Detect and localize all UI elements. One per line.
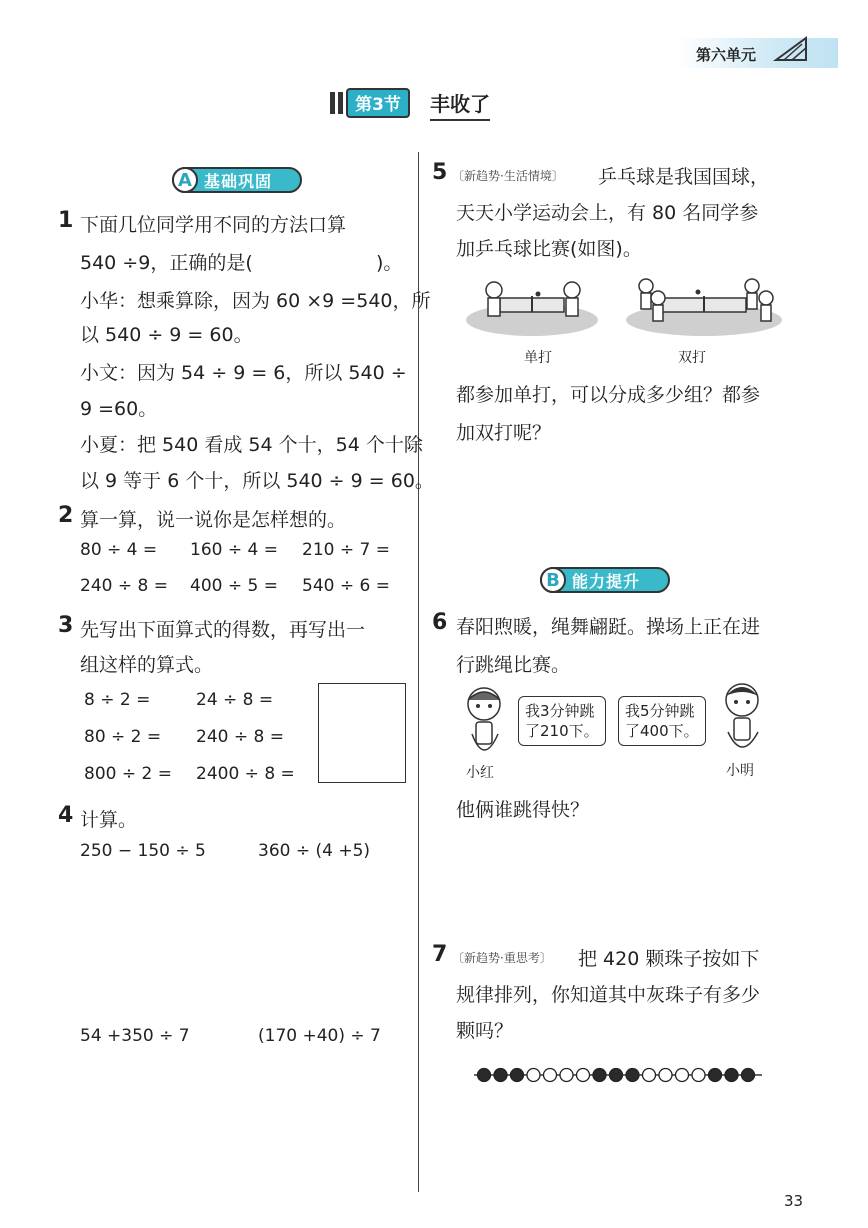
unit-label: 第六单元 xyxy=(696,46,757,64)
q4-expr: (170 +40) ÷ 7 xyxy=(258,1026,381,1046)
q7-line3: 颗吗？ xyxy=(456,1020,514,1042)
section-decoration-icon xyxy=(328,86,348,120)
q2-expr: 400 ÷ 5 = xyxy=(190,576,278,596)
q1-line5: 小文：因为 54 ÷ 9 = 6，所以 540 ÷ xyxy=(80,362,407,384)
page-number: 33 xyxy=(784,1192,804,1210)
speech-bubble-xiaohong xyxy=(518,696,606,746)
q4-expr: 360 ÷ (4 +5) xyxy=(258,841,371,861)
part-b-letter: B xyxy=(540,567,566,593)
q7-tag: 〔新趋势·重思考〕 xyxy=(452,951,552,965)
part-b-heading xyxy=(540,567,670,593)
black-bead xyxy=(511,1069,524,1082)
q5-tag: 〔新趋势·生活情境〕 xyxy=(452,169,564,183)
q5-line5: 加双打呢？ xyxy=(456,422,552,444)
q3-line2: 组这样的算式。 xyxy=(80,654,214,676)
part-a-label: 基础巩固 xyxy=(204,171,273,191)
q3-expr: 8 ÷ 2 = xyxy=(84,690,151,710)
black-bead xyxy=(593,1069,606,1082)
q5-line2: 天天小学运动会上，有 80 名同学参 xyxy=(456,202,759,224)
q6-number: 6 xyxy=(432,610,448,635)
boy-jump-rope-icon xyxy=(712,680,772,760)
q6-line1: 春阳煦暖，绳舞翩跹。操场上正在进 xyxy=(456,616,761,638)
speech-bubble-xiaoming xyxy=(618,696,706,746)
part-a-heading xyxy=(172,167,302,193)
q3-expr: 24 ÷ 8 = xyxy=(196,690,274,710)
q3-expr: 80 ÷ 2 = xyxy=(84,727,162,747)
white-bead xyxy=(544,1069,557,1082)
q5-line4: 都参加单打，可以分成多少组？都参 xyxy=(456,384,761,406)
q2-expr: 210 ÷ 7 = xyxy=(302,540,390,560)
q4-expr: 54 +350 ÷ 7 xyxy=(80,1026,190,1046)
q1-line6: 9 =60。 xyxy=(80,398,158,420)
q2-expr: 240 ÷ 8 = xyxy=(80,576,168,596)
q1-number: 1 xyxy=(58,208,74,233)
q2-expr: 540 ÷ 6 = xyxy=(302,576,390,596)
q2-number: 2 xyxy=(58,503,74,528)
white-bead xyxy=(527,1069,540,1082)
white-bead xyxy=(692,1069,705,1082)
black-bead xyxy=(494,1069,507,1082)
q7-number: 7 xyxy=(432,942,448,967)
q3-number: 3 xyxy=(58,613,74,638)
q2-expr: 160 ÷ 4 = xyxy=(190,540,278,560)
q1-line2: 540 ÷9，正确的是( xyxy=(80,252,253,274)
q5-number: 5 xyxy=(432,160,448,185)
section-title: 丰收了 xyxy=(430,88,490,121)
q2-expr: 80 ÷ 4 = xyxy=(80,540,158,560)
q3-line1: 先写出下面算式的得数，再写出一 xyxy=(80,619,366,641)
table-tennis-illustration xyxy=(466,276,786,346)
caption-doubles: 双打 xyxy=(678,350,706,366)
bubble-line: 了210下。 xyxy=(525,722,599,740)
bubble-line: 我5分钟跳 xyxy=(625,702,695,720)
part-a-letter: A xyxy=(172,167,198,193)
q5-line1: 乒乓球是我国国球， xyxy=(598,166,770,188)
bead-pattern xyxy=(470,1060,770,1090)
q5-line3: 加乒乓球比赛(如图)。 xyxy=(456,238,642,260)
q7-line2: 规律排列，你知道其中灰珠子有多少 xyxy=(456,984,761,1006)
black-bead xyxy=(626,1069,639,1082)
black-bead xyxy=(742,1069,755,1082)
q1-line1: 下面几位同学用不同的方法口算 xyxy=(80,214,347,236)
answer-box[interactable] xyxy=(318,683,406,783)
black-bead xyxy=(478,1069,491,1082)
ruler-triangle-icon xyxy=(772,34,812,62)
q1-line2-end: )。 xyxy=(376,252,403,274)
q4-text: 计算。 xyxy=(80,809,138,831)
q4-number: 4 xyxy=(58,803,74,828)
black-bead xyxy=(709,1069,722,1082)
q1-line7: 小夏：把 540 看成 54 个十，54 个十除 xyxy=(80,434,423,456)
white-bead xyxy=(676,1069,689,1082)
q1-line8: 以 9 等于 6 个十，所以 540 ÷ 9 = 60。 xyxy=(80,470,434,492)
part-b-label: 能力提升 xyxy=(572,571,641,591)
section-badge: 第3节 xyxy=(346,88,410,118)
q1-line3: 小华：想乘算除，因为 60 ×9 =540，所 xyxy=(80,290,431,312)
black-bead xyxy=(725,1069,738,1082)
white-bead xyxy=(560,1069,573,1082)
girl-jump-rope-icon xyxy=(456,684,516,764)
name-xiaohong: 小红 xyxy=(466,765,494,781)
q2-text: 算一算，说一说你是怎样想的。 xyxy=(80,509,347,531)
white-bead xyxy=(659,1069,672,1082)
q4-expr: 250 − 150 ÷ 5 xyxy=(80,841,206,861)
q3-expr: 2400 ÷ 8 = xyxy=(196,764,295,784)
bubble-line: 了400下。 xyxy=(625,722,699,740)
caption-singles: 单打 xyxy=(524,350,552,366)
q3-expr: 240 ÷ 8 = xyxy=(196,727,284,747)
black-bead xyxy=(610,1069,623,1082)
q3-expr: 800 ÷ 2 = xyxy=(84,764,172,784)
bubble-line: 我3分钟跳 xyxy=(525,702,595,720)
q7-line1: 把 420 颗珠子按如下 xyxy=(578,948,760,970)
q6-question: 他俩谁跳得快？ xyxy=(456,799,590,821)
name-xiaoming: 小明 xyxy=(726,763,754,779)
white-bead xyxy=(577,1069,590,1082)
white-bead xyxy=(643,1069,656,1082)
q6-line2: 行跳绳比赛。 xyxy=(456,654,571,676)
q1-line4: 以 540 ÷ 9 = 60。 xyxy=(80,324,253,346)
